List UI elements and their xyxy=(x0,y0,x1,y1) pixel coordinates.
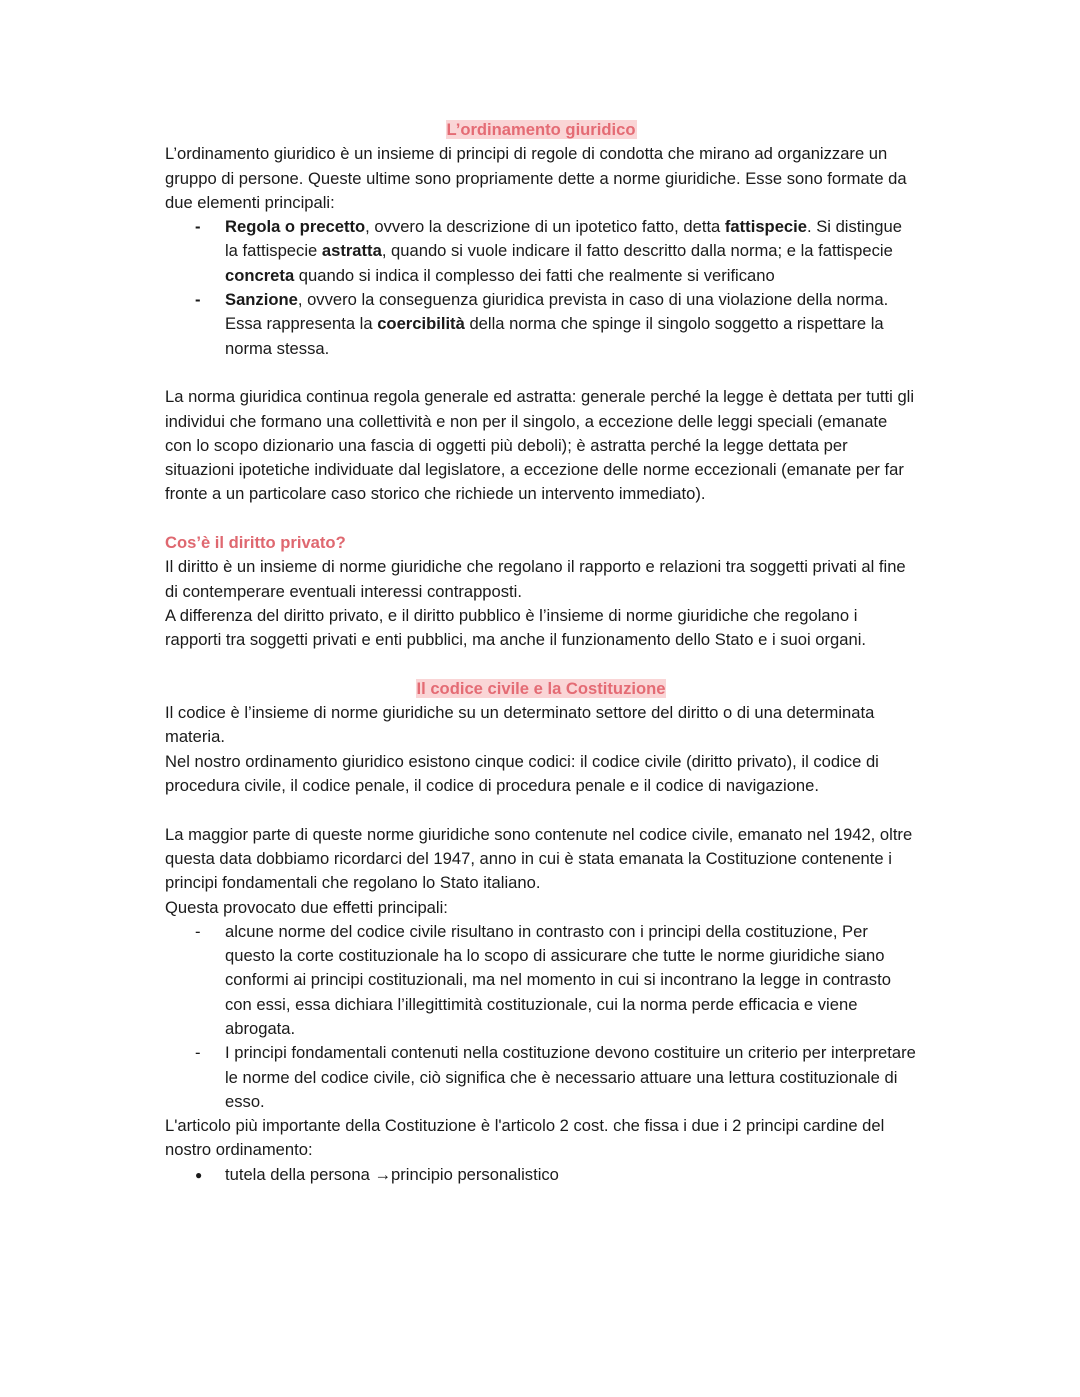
list-item xyxy=(165,920,917,1041)
term-concreta: concreta xyxy=(225,265,295,285)
text-fragment: , quando si vuole indicare il fatto descritto dalla norma; e la fattispecie xyxy=(381,241,893,261)
text-fragment: . Si distingue la fattispecie xyxy=(225,217,902,261)
spacer xyxy=(165,507,917,531)
list-item xyxy=(165,1041,917,1114)
cinque-codici-paragraph: Nel nostro ordinamento giuridico esistono cinque codici: il codice civile (diritto privato), il codice di procedura civile, il codice penale, il codice di procedura penale e il codice di navigazione. xyxy=(165,751,879,796)
dash-marker: - xyxy=(195,1043,201,1063)
dash-marker: - xyxy=(195,921,201,941)
term-sanzione: Sanzione xyxy=(225,290,298,310)
list-item-text: alcune norme del codice civile risultano in contrasto con i principi della costituzione, Per questo la corte costituzionale ha lo scopo di assicurare che tutte le norme giuridiche siano conformi ai principi costituzionali, ma nel momento in cui si incontrano la legge in contrasto con essi, essa dichiara l’illegittimità costituzionale, cui la norma perde efficacia e viene abrogata. xyxy=(225,921,891,1038)
document-body xyxy=(165,118,917,1187)
spacer xyxy=(165,798,917,822)
bullet-dot-icon: ● xyxy=(195,1167,203,1182)
list-item-text: tutela della persona →principio personalistico xyxy=(225,1164,559,1184)
principles-list xyxy=(165,1163,917,1187)
section-title-ordinamento: L’ordinamento giuridico xyxy=(446,120,636,139)
list-item-sanzione xyxy=(165,288,917,361)
effects-list xyxy=(165,920,917,1114)
articolo-2-paragraph: L'articolo più importante della Costituzione è l'articolo 2 cost. che fissa i due i 2 principi cardine del nostro ordinamento: xyxy=(165,1116,885,1160)
dash-marker: - xyxy=(195,290,201,310)
effetti-intro: Questa provocato due effetti principali: xyxy=(165,897,448,917)
text-fragment: , ovvero la conseguenza giuridica prevista in caso di una violazione della norma. Essa rappresenta la xyxy=(225,290,889,334)
section-title-row xyxy=(165,677,917,701)
spacer xyxy=(165,361,917,385)
spacer xyxy=(165,653,917,677)
norma-paragraph: La norma giuridica continua regola generale ed astratta: generale perché la legge è dettata per tutti gli individui che formano una collettività e non per il singolo, a eccezione delle leggi speciali (emanate con lo scopo dizionario una fascia di oggetti più deboli); è astratta perché la legge dettata per situazioni ipotetiche individuate dal legislatore, a eccezione delle norme eccezionali (emanate per far fronte a un particolare caso storico che richiede un intervento immediato). xyxy=(165,387,915,504)
heading-diritto-privato: Cos’è il diritto privato? xyxy=(165,533,346,553)
codice-definition-paragraph: Il codice è l’insieme di norme giuridiche su un determinato settore del diritto o di una determinata materia. xyxy=(165,703,875,747)
elements-list xyxy=(165,215,917,361)
intro-paragraph: L’ordinamento giuridico è un insieme di principi di regole di condotta che mirano ad organizzare un gruppo di persone. Queste ultime sono propriamente dette a norme giuridiche. Esse sono formate da due elementi principali: xyxy=(165,144,907,212)
term-regola: Regola o precetto xyxy=(225,217,366,237)
section-title-row xyxy=(165,118,917,142)
term-astratta: astratta xyxy=(321,241,382,261)
list-item-text: I principi fondamentali contenuti nella costituzione devono costituire un criterio per interpretare le norme del codice civile, ciò significa che è necessario attuare una lettura costituzionale di esso. xyxy=(225,1043,916,1111)
diritto-pubblico-paragraph: A differenza del diritto privato, e il diritto pubblico è l’insieme di norme giuridiche che regolano i rapporti tra soggetti privati e enti pubblici, ma anche il funzionamento dello Stato e i suoi organi. xyxy=(165,605,867,650)
list-item xyxy=(165,1163,917,1187)
diritto-privato-paragraph: Il diritto è un insieme di norme giuridiche che regolano il rapporto e relazioni tra soggetti privati al fine di contemperare eventuali interessi contrapposti. xyxy=(165,557,906,601)
text-fragment: della norma che spinge il singolo soggetto a rispettare la norma stessa. xyxy=(225,314,884,358)
term-coercibilita: coercibilità xyxy=(377,314,465,334)
text-fragment: quando si indica il complesso dei fatti che realmente si verificano xyxy=(294,265,775,285)
codice-civile-1942-paragraph: La maggior parte di queste norme giuridiche sono contenute nel codice civile, emanato nel 1942, oltre questa data dobbiamo ricordarci del 1947, anno in cui è stata emanata la Costituzione contenente i principi fondamentali che regolano lo Stato italiano. xyxy=(165,824,913,893)
dash-marker: - xyxy=(195,217,201,237)
section-title-codice-civile: Il codice civile e la Costituzione xyxy=(416,678,666,698)
text-fragment: , ovvero la descrizione di un ipotetico fatto, detta xyxy=(365,217,725,237)
list-item-regola xyxy=(165,215,917,288)
term-fattispecie: fattispecie xyxy=(724,217,807,237)
